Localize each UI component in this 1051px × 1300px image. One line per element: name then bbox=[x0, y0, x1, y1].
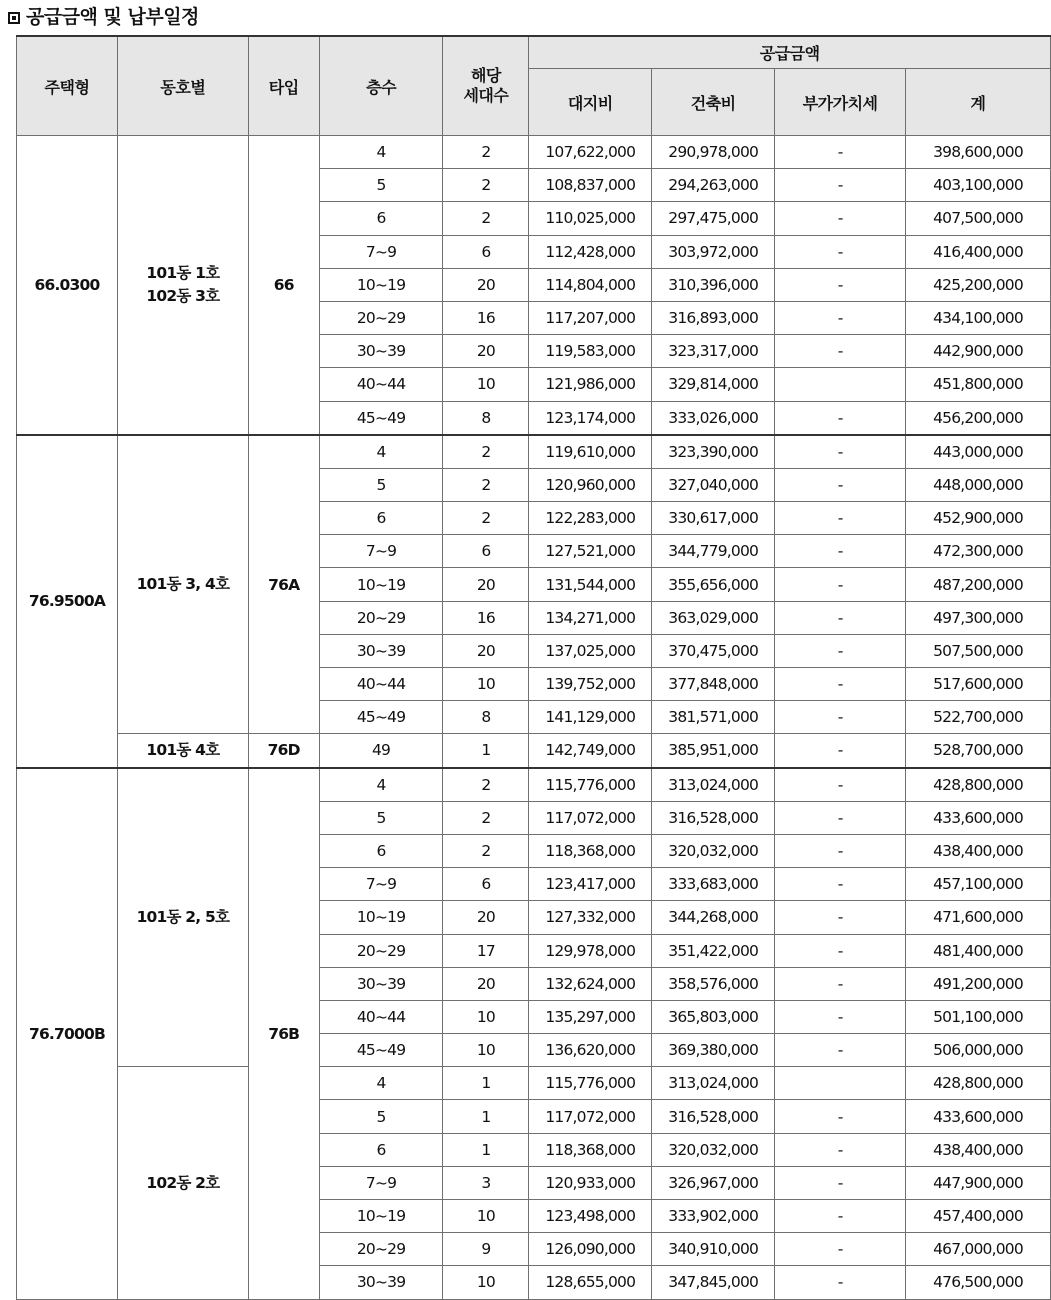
building-cost-cell: 340,910,000 bbox=[652, 1233, 775, 1266]
households-cell: 10 bbox=[443, 1200, 529, 1233]
building-cost-cell: 347,845,000 bbox=[652, 1266, 775, 1299]
building-cost-cell: 344,268,000 bbox=[652, 901, 775, 934]
total-cell: 506,000,000 bbox=[906, 1034, 1051, 1067]
households-cell: 16 bbox=[443, 601, 529, 634]
vat-cell: - bbox=[775, 502, 906, 535]
floors-cell: 20~29 bbox=[319, 301, 443, 334]
floors-cell: 30~39 bbox=[319, 967, 443, 1000]
building-cost-cell: 365,803,000 bbox=[652, 1000, 775, 1033]
total-cell: 433,600,000 bbox=[906, 801, 1051, 834]
building-unit-cell bbox=[117, 768, 248, 1067]
floors-cell: 40~44 bbox=[319, 668, 443, 701]
building-cost-cell: 297,475,000 bbox=[652, 202, 775, 235]
vat-cell: - bbox=[775, 901, 906, 934]
land-cost-cell: 117,072,000 bbox=[529, 801, 652, 834]
land-cost-cell: 142,749,000 bbox=[529, 734, 652, 768]
households-cell: 1 bbox=[443, 1133, 529, 1166]
land-cost-cell: 117,207,000 bbox=[529, 301, 652, 334]
building-cost-cell: 310,396,000 bbox=[652, 268, 775, 301]
vat-cell: - bbox=[775, 634, 906, 667]
building-cost-cell: 333,026,000 bbox=[652, 401, 775, 435]
building-unit-cell bbox=[117, 136, 248, 435]
land-cost-cell: 110,025,000 bbox=[529, 202, 652, 235]
floors-cell: 7~9 bbox=[319, 868, 443, 901]
households-cell: 1 bbox=[443, 734, 529, 768]
table-body bbox=[17, 136, 1051, 1300]
total-cell: 448,000,000 bbox=[906, 468, 1051, 501]
table-row bbox=[17, 435, 1051, 469]
vat-cell: - bbox=[775, 1100, 906, 1133]
total-cell: 501,100,000 bbox=[906, 1000, 1051, 1033]
table-row bbox=[17, 768, 1051, 802]
floors-cell: 4 bbox=[319, 1067, 443, 1100]
header-households bbox=[443, 36, 529, 136]
households-cell: 2 bbox=[443, 502, 529, 535]
total-cell: 507,500,000 bbox=[906, 634, 1051, 667]
land-cost-cell: 126,090,000 bbox=[529, 1233, 652, 1266]
floors-cell: 7~9 bbox=[319, 235, 443, 268]
header-total: 계 bbox=[906, 69, 1051, 136]
total-cell: 456,200,000 bbox=[906, 401, 1051, 435]
floors-cell: 7~9 bbox=[319, 1166, 443, 1199]
land-cost-cell: 115,776,000 bbox=[529, 768, 652, 802]
building-unit-line: 101동 4호 bbox=[146, 741, 220, 760]
floors-cell: 10~19 bbox=[319, 568, 443, 601]
building-cost-cell: 316,528,000 bbox=[652, 801, 775, 834]
type-cell: 66 bbox=[248, 136, 319, 435]
total-cell: 467,000,000 bbox=[906, 1233, 1051, 1266]
land-cost-cell: 128,655,000 bbox=[529, 1266, 652, 1299]
land-cost-cell: 134,271,000 bbox=[529, 601, 652, 634]
total-cell: 403,100,000 bbox=[906, 169, 1051, 202]
land-cost-cell: 117,072,000 bbox=[529, 1100, 652, 1133]
header-vat: 부가가치세 bbox=[775, 69, 906, 136]
total-cell: 433,600,000 bbox=[906, 1100, 1051, 1133]
households-cell: 2 bbox=[443, 136, 529, 169]
vat-cell: - bbox=[775, 1166, 906, 1199]
vat-cell: - bbox=[775, 1034, 906, 1067]
type-cell: 76B bbox=[248, 768, 319, 1300]
building-unit-line: 102동 2호 bbox=[146, 1173, 220, 1192]
vat-cell: - bbox=[775, 435, 906, 469]
header-households-line1: 해당 bbox=[470, 66, 501, 85]
total-cell: 471,600,000 bbox=[906, 901, 1051, 934]
households-cell: 10 bbox=[443, 368, 529, 401]
households-cell: 6 bbox=[443, 535, 529, 568]
land-cost-cell: 131,544,000 bbox=[529, 568, 652, 601]
households-cell: 1 bbox=[443, 1100, 529, 1133]
land-cost-cell: 129,978,000 bbox=[529, 934, 652, 967]
header-supply-amount: 공급금액 bbox=[529, 36, 1051, 69]
total-cell: 428,800,000 bbox=[906, 1067, 1051, 1100]
building-cost-cell: 327,040,000 bbox=[652, 468, 775, 501]
floors-cell: 7~9 bbox=[319, 535, 443, 568]
floors-cell: 10~19 bbox=[319, 1200, 443, 1233]
floors-cell: 20~29 bbox=[319, 601, 443, 634]
floors-cell: 6 bbox=[319, 1133, 443, 1166]
floors-cell: 45~49 bbox=[319, 401, 443, 435]
table-header bbox=[17, 36, 1051, 136]
building-cost-cell: 294,263,000 bbox=[652, 169, 775, 202]
households-cell: 8 bbox=[443, 701, 529, 734]
building-cost-cell: 323,390,000 bbox=[652, 435, 775, 469]
floors-cell: 49 bbox=[319, 734, 443, 768]
land-cost-cell: 120,960,000 bbox=[529, 468, 652, 501]
vat-cell: - bbox=[775, 1200, 906, 1233]
total-cell: 528,700,000 bbox=[906, 734, 1051, 768]
header-households-line2: 세대수 bbox=[463, 86, 509, 105]
total-cell: 457,400,000 bbox=[906, 1200, 1051, 1233]
supply-price-table bbox=[16, 35, 1051, 1300]
building-cost-cell: 355,656,000 bbox=[652, 568, 775, 601]
floors-cell: 5 bbox=[319, 169, 443, 202]
vat-cell: - bbox=[775, 335, 906, 368]
vat-cell bbox=[775, 1067, 906, 1100]
building-cost-cell: 381,571,000 bbox=[652, 701, 775, 734]
vat-cell bbox=[775, 368, 906, 401]
building-unit-cell bbox=[117, 734, 248, 768]
vat-cell: - bbox=[775, 1233, 906, 1266]
floors-cell: 20~29 bbox=[319, 1233, 443, 1266]
households-cell: 6 bbox=[443, 868, 529, 901]
building-cost-cell: 320,032,000 bbox=[652, 1133, 775, 1166]
land-cost-cell: 123,174,000 bbox=[529, 401, 652, 435]
vat-cell: - bbox=[775, 967, 906, 1000]
households-cell: 2 bbox=[443, 468, 529, 501]
vat-cell: - bbox=[775, 601, 906, 634]
land-cost-cell: 107,622,000 bbox=[529, 136, 652, 169]
header-housing-type: 주택형 bbox=[17, 36, 118, 136]
total-cell: 443,000,000 bbox=[906, 435, 1051, 469]
floors-cell: 10~19 bbox=[319, 268, 443, 301]
building-cost-cell: 316,893,000 bbox=[652, 301, 775, 334]
total-cell: 398,600,000 bbox=[906, 136, 1051, 169]
land-cost-cell: 132,624,000 bbox=[529, 967, 652, 1000]
total-cell: 497,300,000 bbox=[906, 601, 1051, 634]
land-cost-cell: 114,804,000 bbox=[529, 268, 652, 301]
header-type: 타입 bbox=[248, 36, 319, 136]
total-cell: 438,400,000 bbox=[906, 834, 1051, 867]
square-bullet-icon bbox=[8, 12, 20, 24]
type-cell: 76A bbox=[248, 435, 319, 734]
households-cell: 2 bbox=[443, 801, 529, 834]
vat-cell: - bbox=[775, 1000, 906, 1033]
vat-cell: - bbox=[775, 868, 906, 901]
building-cost-cell: 313,024,000 bbox=[652, 768, 775, 802]
building-cost-cell: 316,528,000 bbox=[652, 1100, 775, 1133]
floors-cell: 6 bbox=[319, 202, 443, 235]
section-title-text: 공급금액 및 납부일정 bbox=[26, 6, 199, 28]
table-row bbox=[17, 734, 1051, 768]
households-cell: 20 bbox=[443, 335, 529, 368]
households-cell: 9 bbox=[443, 1233, 529, 1266]
floors-cell: 4 bbox=[319, 136, 443, 169]
building-cost-cell: 363,029,000 bbox=[652, 601, 775, 634]
land-cost-cell: 119,583,000 bbox=[529, 335, 652, 368]
housing-type-cell: 76.7000B bbox=[17, 768, 118, 1300]
building-unit-line: 101동 2, 5호 bbox=[136, 908, 230, 927]
vat-cell: - bbox=[775, 535, 906, 568]
floors-cell: 5 bbox=[319, 1100, 443, 1133]
building-cost-cell: 385,951,000 bbox=[652, 734, 775, 768]
building-cost-cell: 358,576,000 bbox=[652, 967, 775, 1000]
table-row bbox=[17, 1067, 1051, 1100]
total-cell: 481,400,000 bbox=[906, 934, 1051, 967]
total-cell: 416,400,000 bbox=[906, 235, 1051, 268]
header-floors: 층수 bbox=[319, 36, 443, 136]
land-cost-cell: 108,837,000 bbox=[529, 169, 652, 202]
building-unit-line: 101동 3, 4호 bbox=[136, 575, 230, 594]
households-cell: 1 bbox=[443, 1067, 529, 1100]
vat-cell: - bbox=[775, 1266, 906, 1299]
vat-cell: - bbox=[775, 169, 906, 202]
households-cell: 10 bbox=[443, 1000, 529, 1033]
building-cost-cell: 290,978,000 bbox=[652, 136, 775, 169]
land-cost-cell: 119,610,000 bbox=[529, 435, 652, 469]
total-cell: 425,200,000 bbox=[906, 268, 1051, 301]
land-cost-cell: 135,297,000 bbox=[529, 1000, 652, 1033]
housing-type-cell: 76.9500A bbox=[17, 435, 118, 768]
building-unit-cell bbox=[117, 1067, 248, 1299]
land-cost-cell: 127,521,000 bbox=[529, 535, 652, 568]
households-cell: 10 bbox=[443, 668, 529, 701]
land-cost-cell: 136,620,000 bbox=[529, 1034, 652, 1067]
total-cell: 428,800,000 bbox=[906, 768, 1051, 802]
land-cost-cell: 127,332,000 bbox=[529, 901, 652, 934]
total-cell: 407,500,000 bbox=[906, 202, 1051, 235]
households-cell: 20 bbox=[443, 268, 529, 301]
housing-type-cell: 66.0300 bbox=[17, 136, 118, 435]
floors-cell: 30~39 bbox=[319, 1266, 443, 1299]
building-cost-cell: 344,779,000 bbox=[652, 535, 775, 568]
households-cell: 20 bbox=[443, 568, 529, 601]
vat-cell: - bbox=[775, 268, 906, 301]
vat-cell: - bbox=[775, 202, 906, 235]
building-cost-cell: 326,967,000 bbox=[652, 1166, 775, 1199]
header-building-unit: 동호별 bbox=[117, 36, 248, 136]
households-cell: 2 bbox=[443, 768, 529, 802]
vat-cell: - bbox=[775, 768, 906, 802]
header-land: 대지비 bbox=[529, 69, 652, 136]
vat-cell: - bbox=[775, 934, 906, 967]
floors-cell: 20~29 bbox=[319, 934, 443, 967]
vat-cell: - bbox=[775, 235, 906, 268]
households-cell: 20 bbox=[443, 901, 529, 934]
vat-cell: - bbox=[775, 734, 906, 768]
land-cost-cell: 112,428,000 bbox=[529, 235, 652, 268]
households-cell: 2 bbox=[443, 834, 529, 867]
floors-cell: 6 bbox=[319, 834, 443, 867]
vat-cell: - bbox=[775, 668, 906, 701]
building-unit-line: 101동 1호 bbox=[146, 264, 220, 283]
floors-cell: 45~49 bbox=[319, 1034, 443, 1067]
land-cost-cell: 118,368,000 bbox=[529, 1133, 652, 1166]
floors-cell: 30~39 bbox=[319, 335, 443, 368]
total-cell: 522,700,000 bbox=[906, 701, 1051, 734]
floors-cell: 6 bbox=[319, 502, 443, 535]
building-cost-cell: 370,475,000 bbox=[652, 634, 775, 667]
households-cell: 2 bbox=[443, 202, 529, 235]
header-building: 건축비 bbox=[652, 69, 775, 136]
building-cost-cell: 351,422,000 bbox=[652, 934, 775, 967]
households-cell: 2 bbox=[443, 169, 529, 202]
floors-cell: 5 bbox=[319, 468, 443, 501]
building-cost-cell: 369,380,000 bbox=[652, 1034, 775, 1067]
total-cell: 517,600,000 bbox=[906, 668, 1051, 701]
total-cell: 434,100,000 bbox=[906, 301, 1051, 334]
households-cell: 10 bbox=[443, 1266, 529, 1299]
vat-cell: - bbox=[775, 701, 906, 734]
total-cell: 451,800,000 bbox=[906, 368, 1051, 401]
type-cell: 76D bbox=[248, 734, 319, 768]
land-cost-cell: 123,417,000 bbox=[529, 868, 652, 901]
total-cell: 438,400,000 bbox=[906, 1133, 1051, 1166]
land-cost-cell: 120,933,000 bbox=[529, 1166, 652, 1199]
building-cost-cell: 377,848,000 bbox=[652, 668, 775, 701]
building-unit-cell bbox=[117, 435, 248, 734]
land-cost-cell: 137,025,000 bbox=[529, 634, 652, 667]
land-cost-cell: 141,129,000 bbox=[529, 701, 652, 734]
land-cost-cell: 122,283,000 bbox=[529, 502, 652, 535]
vat-cell: - bbox=[775, 801, 906, 834]
land-cost-cell: 123,498,000 bbox=[529, 1200, 652, 1233]
building-cost-cell: 313,024,000 bbox=[652, 1067, 775, 1100]
total-cell: 476,500,000 bbox=[906, 1266, 1051, 1299]
total-cell: 457,100,000 bbox=[906, 868, 1051, 901]
households-cell: 3 bbox=[443, 1166, 529, 1199]
total-cell: 452,900,000 bbox=[906, 502, 1051, 535]
total-cell: 487,200,000 bbox=[906, 568, 1051, 601]
households-cell: 8 bbox=[443, 401, 529, 435]
total-cell: 491,200,000 bbox=[906, 967, 1051, 1000]
building-cost-cell: 323,317,000 bbox=[652, 335, 775, 368]
floors-cell: 5 bbox=[319, 801, 443, 834]
households-cell: 6 bbox=[443, 235, 529, 268]
floors-cell: 45~49 bbox=[319, 701, 443, 734]
households-cell: 2 bbox=[443, 435, 529, 469]
building-unit-line: 102동 3호 bbox=[146, 286, 220, 305]
floors-cell: 4 bbox=[319, 768, 443, 802]
total-cell: 442,900,000 bbox=[906, 335, 1051, 368]
floors-cell: 40~44 bbox=[319, 1000, 443, 1033]
floors-cell: 40~44 bbox=[319, 368, 443, 401]
land-cost-cell: 139,752,000 bbox=[529, 668, 652, 701]
vat-cell: - bbox=[775, 568, 906, 601]
households-cell: 20 bbox=[443, 634, 529, 667]
total-cell: 447,900,000 bbox=[906, 1166, 1051, 1199]
building-cost-cell: 329,814,000 bbox=[652, 368, 775, 401]
floors-cell: 4 bbox=[319, 435, 443, 469]
land-cost-cell: 115,776,000 bbox=[529, 1067, 652, 1100]
total-cell: 472,300,000 bbox=[906, 535, 1051, 568]
vat-cell: - bbox=[775, 401, 906, 435]
floors-cell: 30~39 bbox=[319, 634, 443, 667]
table-row bbox=[17, 136, 1051, 169]
vat-cell: - bbox=[775, 468, 906, 501]
building-cost-cell: 333,902,000 bbox=[652, 1200, 775, 1233]
land-cost-cell: 121,986,000 bbox=[529, 368, 652, 401]
building-cost-cell: 333,683,000 bbox=[652, 868, 775, 901]
building-cost-cell: 320,032,000 bbox=[652, 834, 775, 867]
households-cell: 16 bbox=[443, 301, 529, 334]
section-title bbox=[8, 2, 199, 32]
vat-cell: - bbox=[775, 136, 906, 169]
households-cell: 10 bbox=[443, 1034, 529, 1067]
building-cost-cell: 330,617,000 bbox=[652, 502, 775, 535]
land-cost-cell: 118,368,000 bbox=[529, 834, 652, 867]
vat-cell: - bbox=[775, 1133, 906, 1166]
households-cell: 20 bbox=[443, 967, 529, 1000]
vat-cell: - bbox=[775, 301, 906, 334]
vat-cell: - bbox=[775, 834, 906, 867]
households-cell: 17 bbox=[443, 934, 529, 967]
floors-cell: 10~19 bbox=[319, 901, 443, 934]
building-cost-cell: 303,972,000 bbox=[652, 235, 775, 268]
